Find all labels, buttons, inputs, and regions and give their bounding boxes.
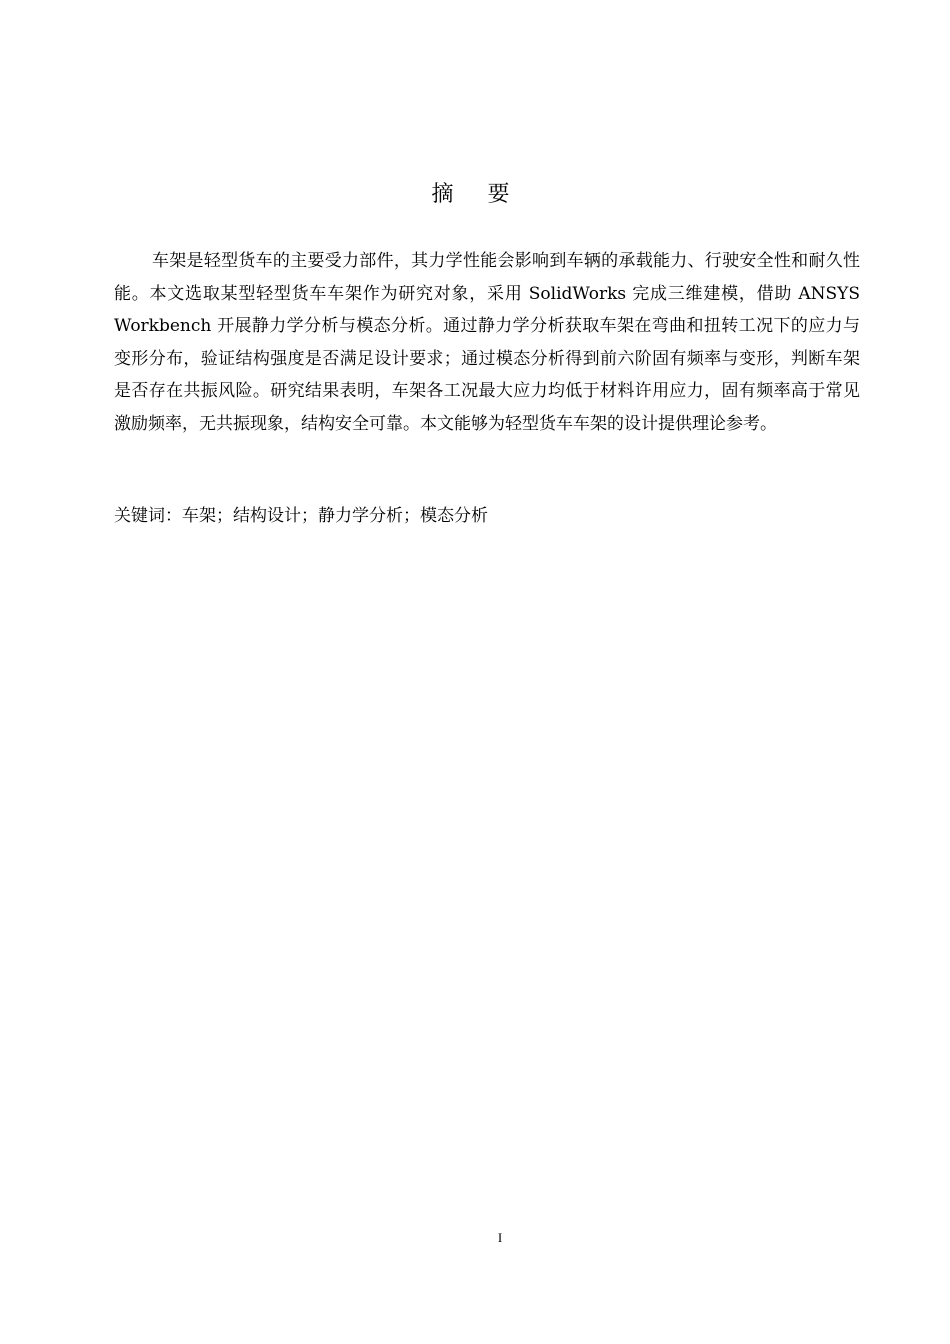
keywords-line [114,500,488,532]
abstract-heading: 摘要 [431,182,544,207]
keywords-value: 车架；结构设计；静力学分析；模态分析 [182,506,488,526]
keywords-label: 关键词： [114,506,182,526]
abstract-paragraph: 车架是轻型货车的主要受力部件，其力学性能会影响到车辆的承载能力、行驶安全性和耐久性能。本文选取某型轻型货车车架作为研究对象，采用 SolidWorks 完成三维建模，借助 ANSYS Workbench 开展静力学分析与模态分析。通过静力学分析获取车架在弯曲和扭转工况下的应力与变形分布，验证结构强度是否满足设计要求；通过模态分析得到前六阶固有频率与变形，判断车架是否存在共振风险。研究结果表明，车架各工况最大应力均低于材料许用应力，固有频率高于常见激励频率，无共振现象，结构安全可靠。本文能够为轻型货车车架的设计提供理论参考。 [114,251,860,434]
page-number: I [497,1230,503,1245]
